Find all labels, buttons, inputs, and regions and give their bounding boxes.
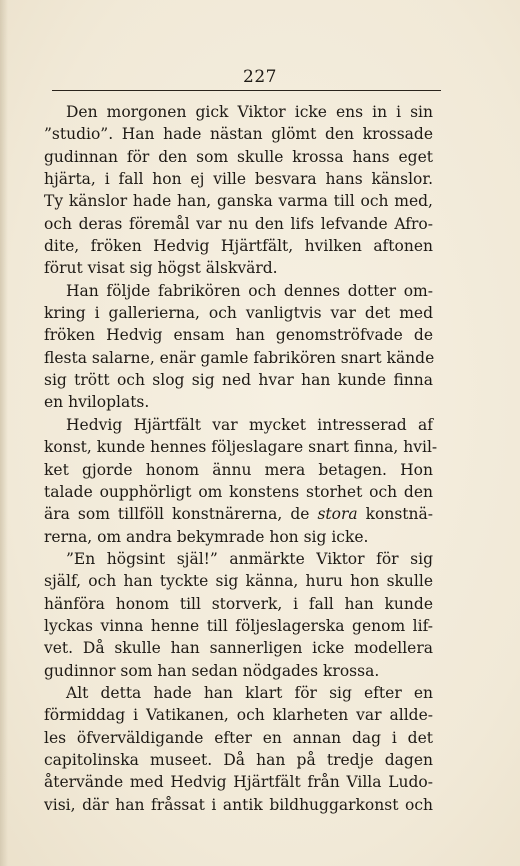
text-line: ”studio”. Han hade nästan glömt den krossade <box>44 125 433 144</box>
text-line: hänföra honom till storverk, i fall han kunde <box>44 594 433 613</box>
text-line: förmiddag i Vatikanen, och klarheten var allde- <box>44 706 433 725</box>
text-line: capitolinska museet. Då han på tredje dagen <box>44 750 433 769</box>
text-line: fröken Hedvig ensam han genomströfvade de <box>44 326 433 345</box>
text-line: ket gjorde honom ännu mera betagen. Hon <box>44 460 433 479</box>
text-line: förut visat sig högst älskvärd. <box>44 259 278 278</box>
text-line: en hviloplats. <box>44 393 150 412</box>
text-line: dite, fröken Hedvig Hjärtfält, hvilken aftonen <box>44 237 433 256</box>
text-line: ära som tillföll konstnärerna, de stora konstnä- <box>44 505 434 524</box>
body-text <box>44 101 438 816</box>
text-line: gudinnor som han sedan nödgades krossa. <box>44 661 380 680</box>
text-line: les öfverväldigande efter en annan dag i det <box>44 728 433 747</box>
text-line: och deras föremål var nu den lifs lefvande Afro- <box>44 214 433 233</box>
text-line: rerna, om andra bekymrade hon sig icke. <box>44 527 369 546</box>
page-number: 227 <box>243 67 277 87</box>
text-line: talade oupphörligt om konstens storhet och den <box>44 482 433 501</box>
text-line: gudinnan för den som skulle krossa hans eget <box>44 147 433 166</box>
text-line: hjärta, i fall hon ej ville besvara hans känslor. <box>44 170 433 189</box>
text-line: vet. Då skulle han sannerligen icke modellera <box>44 639 433 658</box>
text-line: lyckas vinna henne till följeslagerska genom lif- <box>44 616 433 635</box>
text-line: konst, kunde hennes följeslagare snart finna, hvil- <box>44 438 438 457</box>
text-line: ”En högsint själ!” anmärkte Viktor för sig <box>66 549 433 568</box>
text-line: Ty känslor hade han, ganska varma till och med, <box>44 192 433 211</box>
text-line: Den morgonen gick Viktor icke ens in i sin <box>66 103 433 121</box>
emphasis-word: stora <box>317 505 358 524</box>
text-line: sig trött och slog sig ned hvar han kunde finna <box>44 371 433 390</box>
text-line: Hedvig Hjärtfält var mycket intresserad af <box>66 415 433 434</box>
page-gutter-shadow <box>0 0 8 866</box>
text-line: återvände med Hedvig Hjärtfält från Villa Ludo- <box>44 773 433 792</box>
text-line: Han följde fabrikören och dennes dotter om- <box>66 281 433 300</box>
text-line: flesta salarne, enär gamle fabrikören snart kände <box>44 348 435 367</box>
header-rule <box>52 90 441 91</box>
text-line: Alt detta hade han klart för sig efter en <box>66 683 433 702</box>
text-line: själf, och han tyckte sig känna, huru hon skulle <box>44 572 433 591</box>
text-line: kring i gallerierna, och vanligtvis var det med <box>44 304 433 323</box>
text-line: visi, där han fråssat i antik bildhuggarkonst och <box>44 795 433 814</box>
